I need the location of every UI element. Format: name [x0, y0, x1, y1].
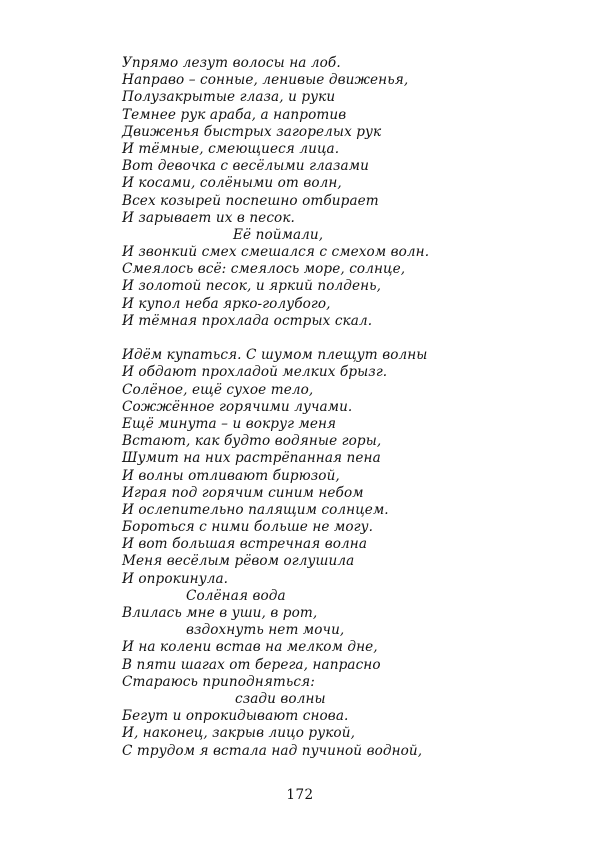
poem-line: Полузакрытые глаза, и руки [122, 89, 336, 106]
poem-line: Всех козырей поспешно отбирает [122, 192, 379, 209]
poem-line: В пяти шагах от берега, напрасно [122, 656, 381, 673]
poem-line: Направо – сонные, ленивые движенья, [122, 72, 409, 89]
poem-line: И обдают прохладой мелких брызг. [122, 364, 388, 381]
page-number: 172 [286, 787, 314, 803]
poem-line: И, наконец, закрыв лицо рукой, [122, 725, 355, 742]
poem-line: И опрокинула. [122, 570, 229, 587]
poem-line: Солёная вода [186, 587, 286, 604]
poem-line: И волны отливают бирюзой, [122, 467, 340, 484]
poem-line: Движенья быстрых загорелых рук [122, 123, 382, 140]
poem-line: Солёное, ещё сухое тело, [122, 381, 314, 398]
poem-line: Упрямо лезут волосы на лоб. [122, 55, 341, 71]
poem-line: вздохнуть нет мочи, [186, 622, 345, 639]
poem-line: Бегут и опрокидывают снова. [122, 708, 349, 725]
poem-line: Её поймали, [233, 226, 324, 243]
poem-line: С трудом я встала над пучиной водной, [122, 742, 423, 759]
poem-line: И купол неба ярко-голубого, [122, 295, 331, 312]
poem-line: И тёмная прохлада острых скал. [122, 312, 373, 329]
poem-line: И на колени встав на мелком дне, [122, 639, 378, 656]
poem-line: И косами, солёными от волн, [122, 175, 342, 192]
poem-line: Меня весёлым рёвом оглушила [122, 553, 355, 570]
poem-line: И вот большая встречная волна [122, 536, 368, 553]
poem-line: И зарывает их в песок. [122, 209, 295, 226]
poem-line: Встают, как будто водяные горы, [122, 433, 382, 450]
poem-line: Бороться с ними больше не могу. [122, 519, 374, 536]
poem-line: Стараюсь приподняться: [122, 673, 315, 690]
poem-line: И тёмные, смеющиеся лица. [122, 140, 340, 157]
poem-line: И золотой песок, и яркий полдень, [122, 278, 382, 295]
poem-line: И звонкий смех смешался с смехом волн. [122, 244, 430, 261]
poem-line: Играя под горячим синим небом [122, 484, 364, 501]
poem-line: И ослепительно палящим солнцем. [122, 501, 389, 518]
poem-line: Смеялось всё: смеялось море, солнце, [122, 261, 406, 278]
stanza-gap [122, 330, 522, 347]
poem-line: Ещё минута – и вокруг меня [122, 415, 337, 432]
poem-line: Влилась мне в уши, в рот, [122, 605, 318, 621]
poem-line: сзади волны [235, 690, 326, 707]
poem-line: Шумит на них растрёпанная пена [122, 450, 381, 467]
poem-line: Темнее рук араба, а напротив [122, 106, 347, 123]
poem-text [122, 55, 522, 760]
poem-line: Идём купаться. С шумом плещут волны [122, 347, 428, 364]
poem-line: Вот девочка с весёлыми глазами [122, 158, 369, 175]
poem-line: Сожжённое горячими лучами. [122, 398, 353, 415]
